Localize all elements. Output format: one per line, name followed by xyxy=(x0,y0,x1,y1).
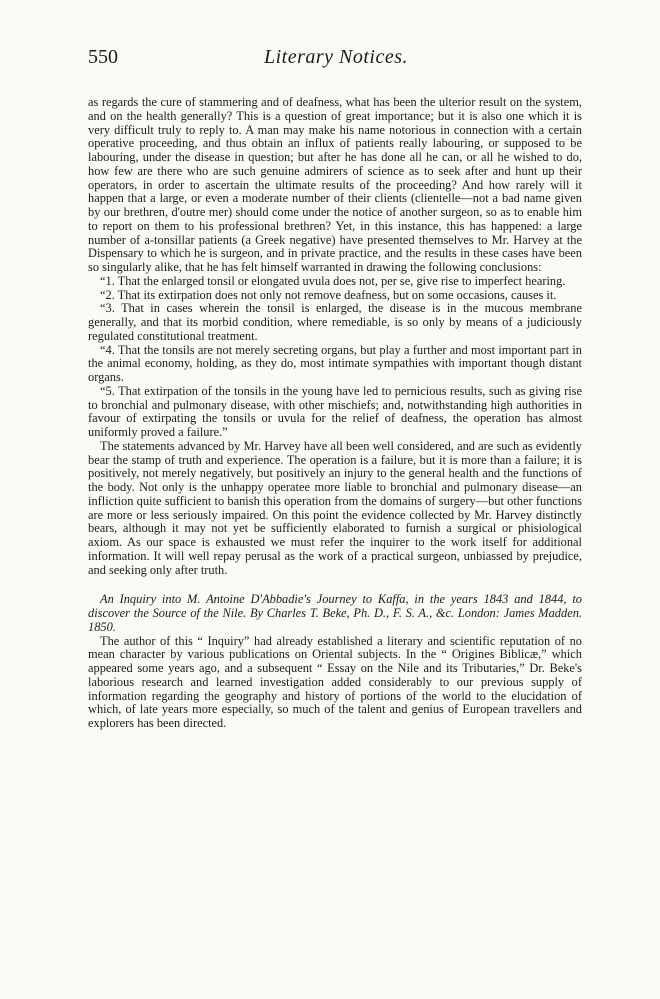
conclusion-3: “3. That in cases wherein the tonsil is enlarged, the disease is in the mucous membrane generally, and that its morbid condition, where remediable, is so only by means of a judiciously regulated constitutional treatment. xyxy=(88,301,582,343)
paragraph-1: as regards the cure of stammering and of deafness, what has been the ulterior result on the system, and on the health generally? This is a question of great importance; but it is also one which it is very difficult truly to reply to. A man may make his name notorious in connection with a certain operative proceeding, and thus obtain an influx of patients really labouring, or supposed to be labouring, under the disease in question; but after he has done all he can, or all he wished to do, how few are there who are such genuine admirers of science as to seek after and hunt up their operators, in order to ascertain the ultimate results of the proceeding? And how rarely will it happen that a large, or even a moderate number of their clients (clientelle—not a bad name given by our brethren, d'outre mer) should come under the notice of another surgeon, so as to enable him to report on them to his professional brethren? Yet, in this instance, this has happened: a large number of a-tonsillar patients (a Greek negative) have presented themselves to Mr. Harvey at the Dispensary to which he is surgeon, and in private practice, and the results in these cases have been so singularly alike, that he has felt himself warranted in drawing the following conclusions: xyxy=(88,95,582,274)
conclusion-1: “1. That the enlarged tonsil or elongated uvula does not, per se, give rise to imperfect hearing. xyxy=(100,273,566,288)
body-text xyxy=(88,96,582,731)
running-title: Literary Notices. xyxy=(263,46,409,68)
conclusion-5: “5. That extirpation of the tonsils in the young have led to pernicious results, such as giving rise to bronchial and pulmonary disease, with other mischiefs; and, notwithstanding high authorities in favour of extirpating the tonsils or uvula for the relief of deafness, the operation has almost uniformly proved a failure.” xyxy=(88,383,582,439)
paragraph-statements: The statements advanced by Mr. Harvey have all been well considered, and are such as evidently bear the stamp of truth and experience. The operation is a failure, but it is more than a failure; it is positively, not merely negatively, but positively an injury to the general health and the functions of the body. Not only is the unhappy operatee more liable to bronchial and pulmonary disease—an infliction quite sufficient to banish this operation from the domains of surgery—but other functions are more or less seriously impaired. On this point the evidence collected by Mr. Harvey distinctly bears, although it may not yet be sufficiently elaborated to furnish a surgical or phisiological axiom. As our space is exhausted we must refer the inquirer to the work itself for additional information. It will well repay perusal as the work of a practical surgeon, unbiassed by prejudice, and seeking only after truth. xyxy=(88,438,582,577)
review-heading: An Inquiry into M. Antoine D'Abbadie's Journey to Kaffa, in the years 1843 and 1844, to discover the Source of the Nile. By Charles T. Beke, Ph. D., F. S. A., &c. London: James Madden. 1850. xyxy=(88,592,582,634)
page-number: 550 xyxy=(88,46,118,68)
conclusion-2: “2. That its extirpation does not only not remove deafness, but on some occasions, causes it. xyxy=(100,287,557,302)
page-header xyxy=(88,46,584,76)
conclusion-4: “4. That the tonsils are not merely secreting organs, but play a further and most important part in the animal economy, holding, as they do, most intimate sympathies with important though distant organs. xyxy=(88,342,582,384)
paragraph-review: The author of this “ Inquiry” had already established a literary and scientific reputation of no mean character by various publications on Oriental subjects. In the “ Origines Biblicæ,” which appeared some years ago, and a subsequent “ Essay on the Nile and its Tributaries,” Dr. Beke's laborious research and learned investigation added considerably to our previous supply of information regarding the geography and history of portions of the world to the elucidation of which, of late years more especially, so much of the talent and genius of European travellers and explorers has been directed. xyxy=(88,633,582,730)
